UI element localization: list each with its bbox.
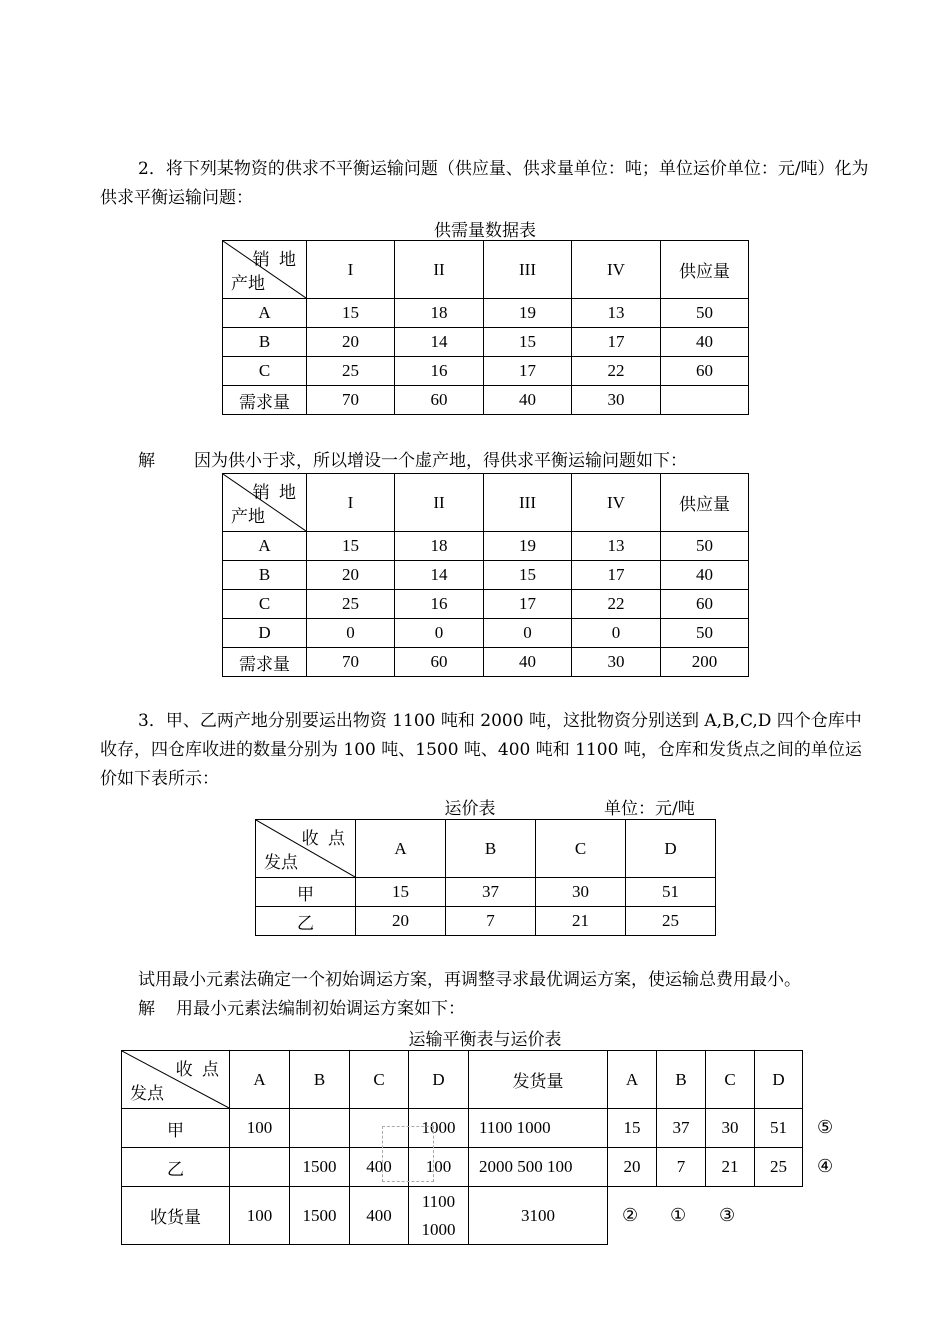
column-header: IV — [572, 474, 661, 532]
table-cell: 25 — [307, 357, 395, 386]
table-row — [223, 386, 749, 415]
table-cell: 25 — [307, 590, 395, 619]
circled-mark-1: ① — [670, 1205, 687, 1226]
table-row — [223, 328, 749, 357]
table-cell: 60 — [395, 648, 484, 677]
cell-line: 1100 — [421, 1191, 456, 1211]
table-cell: 60 — [395, 386, 484, 415]
corner-header-cell — [256, 820, 356, 878]
column-header: D — [409, 1051, 469, 1109]
table-cell: 17 — [484, 357, 572, 386]
corner-bottom-label: 产地 — [231, 274, 265, 294]
corner-bottom-label: 发点 — [264, 853, 298, 873]
row-label: 甲 — [256, 878, 356, 907]
table-cell: 25 — [755, 1148, 803, 1187]
row-label: A — [223, 532, 307, 561]
table-cell: 37 — [657, 1109, 706, 1148]
column-header: D — [755, 1051, 803, 1109]
table-cell: 50 — [661, 532, 749, 561]
table-cell: 40 — [661, 328, 749, 357]
solution-label: 解 — [138, 999, 155, 1019]
table-cell: 14 — [395, 328, 484, 357]
table-cell: 17 — [572, 561, 661, 590]
cell-line: 1000 — [421, 1219, 456, 1239]
problem-2-text: 2．将下列某物资的供求不平衡运输问题（供应量、供求量单位：吨；单位运价单位：元/吨）化为供求平衡运输问题： — [100, 159, 869, 208]
table-cell: 13 — [572, 299, 661, 328]
solution-text: 用最小元素法编制初始调运方案如下： — [176, 999, 465, 1019]
table-cell — [409, 1187, 469, 1245]
corner-header-cell — [122, 1051, 230, 1109]
table-cell: 22 — [572, 590, 661, 619]
column-header: D — [626, 820, 716, 878]
table-cell: 400 — [350, 1148, 409, 1187]
table-cell: 37 — [446, 878, 536, 907]
problem-3-text: 3．甲、乙两产地分别要运出物资 1100 吨和 2000 吨，这批物资分别送到 A,B,C,D 四个仓库中收存，四仓库收进的数量分别为 100 吨、1500 吨、400 吨和 1100 吨，仓库和发货点之间的单位运价如下表所示： — [100, 711, 862, 789]
table-cell: 20 — [356, 907, 446, 936]
corner-top-label: 收 点 — [175, 1060, 221, 1080]
column-header: II — [395, 474, 484, 532]
unit-label: 单位：元/吨 — [604, 799, 695, 819]
column-header: C — [536, 820, 626, 878]
table-row — [223, 299, 749, 328]
corner-header-cell — [223, 474, 307, 532]
row-label: A — [223, 299, 307, 328]
column-header: III — [484, 241, 572, 299]
column-header: 供应量 — [661, 474, 749, 532]
circled-mark-3: ③ — [719, 1205, 736, 1226]
table-cell: 100 — [230, 1109, 290, 1148]
column-header: B — [446, 820, 536, 878]
table-cell: 17 — [572, 328, 661, 357]
column-header: III — [484, 474, 572, 532]
row-label: 乙 — [122, 1148, 230, 1187]
table-cell: 100 — [409, 1148, 469, 1187]
corner-header-cell — [223, 241, 307, 299]
table-row — [223, 648, 749, 677]
row-label: C — [223, 590, 307, 619]
corner-top-label: 销 地 — [252, 483, 298, 503]
row-label: B — [223, 561, 307, 590]
solution-label: 解 — [138, 451, 155, 471]
table-cell: 20 — [608, 1148, 657, 1187]
table-cell: 20 — [307, 328, 395, 357]
column-header: I — [307, 474, 395, 532]
table-row — [223, 532, 749, 561]
row-label: 需求量 — [223, 386, 307, 415]
solution-text: 因为供小于求，所以增设一个虚产地，得供求平衡运输问题如下： — [194, 451, 687, 471]
table-cell: 16 — [395, 357, 484, 386]
corner-bottom-label: 发点 — [130, 1084, 164, 1104]
table-cell: 7 — [446, 907, 536, 936]
table-cell — [661, 386, 749, 415]
table-cell: 3100 — [469, 1187, 608, 1245]
column-header: B — [657, 1051, 706, 1109]
row-label: D — [223, 619, 307, 648]
table-cell: 15 — [484, 328, 572, 357]
dashed-guide — [382, 1126, 434, 1182]
table-cell: 1100 1000 — [469, 1109, 608, 1148]
table-cell: 19 — [484, 532, 572, 561]
table-cell: 70 — [307, 648, 395, 677]
table-cell: 40 — [661, 561, 749, 590]
table-cell: 0 — [484, 619, 572, 648]
column-header: B — [290, 1051, 350, 1109]
table-cell: 30 — [706, 1109, 755, 1148]
circled-mark-2: ② — [622, 1205, 639, 1226]
table-cell: 40 — [484, 386, 572, 415]
freight-table-caption: 运价表 — [444, 799, 496, 819]
table-cell: 1500 — [290, 1148, 350, 1187]
column-header: I — [307, 241, 395, 299]
table-row — [122, 1109, 803, 1148]
table-cell: 18 — [395, 299, 484, 328]
table-row — [256, 907, 716, 936]
circled-mark-5: ⑤ — [817, 1117, 834, 1138]
table-cell: 21 — [536, 907, 626, 936]
table-cell: 15 — [484, 561, 572, 590]
column-header: 供应量 — [661, 241, 749, 299]
table-cell: 22 — [572, 357, 661, 386]
table-cell: 0 — [307, 619, 395, 648]
table-cell: 14 — [395, 561, 484, 590]
task-text: 试用最小元素法确定一个初始调运方案，再调整寻求最优调运方案，使运输总费用最小。 — [138, 970, 801, 990]
table-cell: 19 — [484, 299, 572, 328]
table-row — [223, 357, 749, 386]
column-header: C — [350, 1051, 409, 1109]
table-cell: 50 — [661, 619, 749, 648]
column-header: A — [356, 820, 446, 878]
plan-table-caption: 运输平衡表与运价表 — [408, 1030, 562, 1050]
transport-plan-table — [121, 1050, 803, 1245]
table-cell: 30 — [536, 878, 626, 907]
table-cell: 15 — [307, 532, 395, 561]
circled-mark-4: ④ — [817, 1156, 834, 1177]
corner-top-label: 收 点 — [301, 829, 347, 849]
corner-top-label: 销 地 — [252, 250, 298, 270]
supply-demand-table-caption: 供需量数据表 — [434, 221, 536, 241]
table-cell: 40 — [484, 648, 572, 677]
table-row — [256, 878, 716, 907]
table-cell: 17 — [484, 590, 572, 619]
table-cell: 13 — [572, 532, 661, 561]
table-cell: 15 — [356, 878, 446, 907]
table-cell: 20 — [307, 561, 395, 590]
table-cell: 30 — [572, 648, 661, 677]
column-header: A — [230, 1051, 290, 1109]
table-cell: 30 — [572, 386, 661, 415]
balanced-table — [222, 473, 749, 677]
table-row — [223, 561, 749, 590]
table-cell — [230, 1148, 290, 1187]
row-label: 甲 — [122, 1109, 230, 1148]
table-cell: 51 — [755, 1109, 803, 1148]
table-cell: 15 — [307, 299, 395, 328]
table-cell: 70 — [307, 386, 395, 415]
table-cell: 400 — [350, 1187, 409, 1245]
row-label: C — [223, 357, 307, 386]
table-cell: 0 — [395, 619, 484, 648]
table-cell: 15 — [608, 1109, 657, 1148]
supply-demand-table — [222, 240, 749, 415]
table-cell: 18 — [395, 532, 484, 561]
column-header: IV — [572, 241, 661, 299]
table-row — [223, 590, 749, 619]
column-header: II — [395, 241, 484, 299]
table-row — [223, 619, 749, 648]
row-label: 乙 — [256, 907, 356, 936]
table-cell: 1000 — [409, 1109, 469, 1148]
table-cell: 7 — [657, 1148, 706, 1187]
table-row — [122, 1148, 803, 1187]
corner-bottom-label: 产地 — [231, 507, 265, 527]
table-cell: 51 — [626, 878, 716, 907]
table-row — [122, 1187, 803, 1245]
table-cell: 25 — [626, 907, 716, 936]
table-cell: 60 — [661, 357, 749, 386]
row-label: 需求量 — [223, 648, 307, 677]
row-label: B — [223, 328, 307, 357]
table-cell: 2000 500 100 — [469, 1148, 608, 1187]
column-header: 发货量 — [469, 1051, 608, 1109]
column-header: C — [706, 1051, 755, 1109]
table-cell: 1500 — [290, 1187, 350, 1245]
table-cell: 50 — [661, 299, 749, 328]
column-header: A — [608, 1051, 657, 1109]
table-cell: 200 — [661, 648, 749, 677]
freight-rate-table — [255, 819, 716, 936]
table-cell: 0 — [572, 619, 661, 648]
table-cell: 21 — [706, 1148, 755, 1187]
row-label: 收货量 — [122, 1187, 230, 1245]
table-cell: 16 — [395, 590, 484, 619]
table-cell — [290, 1109, 350, 1148]
table-cell: 60 — [661, 590, 749, 619]
table-cell: 100 — [230, 1187, 290, 1245]
